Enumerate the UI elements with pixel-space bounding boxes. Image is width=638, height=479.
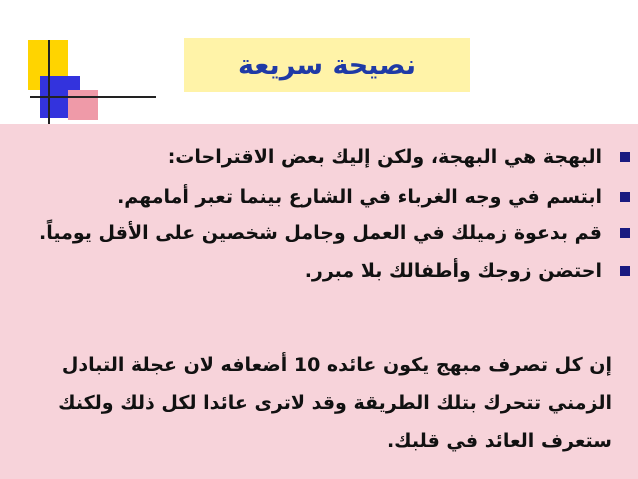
decorative-horizontal-line [30,96,156,98]
bullet-text: قم بدعوة زميلك في العمل وجامل شخصين على الأقل يومياً. [39,222,602,244]
bullet-square-icon [620,228,630,238]
bullet-text: احتضن زوجك وأطفالك بلا مبرر. [304,260,602,282]
paragraph-line: إن كل تصرف مبهج يكون عائده 10 أضعافه لان عجلة التبادل [61,354,612,376]
bullet-square-icon [620,152,630,162]
bullet-item [10,252,630,290]
bullet-text: ابتسم في وجه الغرباء في الشارع بينما تعبر أمامهم. [117,186,602,208]
bullet-item [10,178,630,216]
bullet-item [10,138,630,176]
summary-paragraph [22,346,612,460]
slide-title: نصيحة سريعة [237,49,417,81]
paragraph-line: ستعرف العائد في قلبك. [386,430,612,452]
bullet-square-icon [620,266,630,276]
bullet-square-icon [620,192,630,202]
decorative-pink-square [68,90,98,120]
bullet-item [10,214,630,252]
paragraph-line: الزمني تتحرك بتلك الطريقة وقد لاترى عائدا لكل ذلك ولكنك [58,392,612,414]
bullet-text: البهجة هي البهجة، ولكن إليك بعض الاقتراحات: [167,146,602,168]
decorative-vertical-line [48,40,50,134]
slide-title-box [184,38,470,92]
